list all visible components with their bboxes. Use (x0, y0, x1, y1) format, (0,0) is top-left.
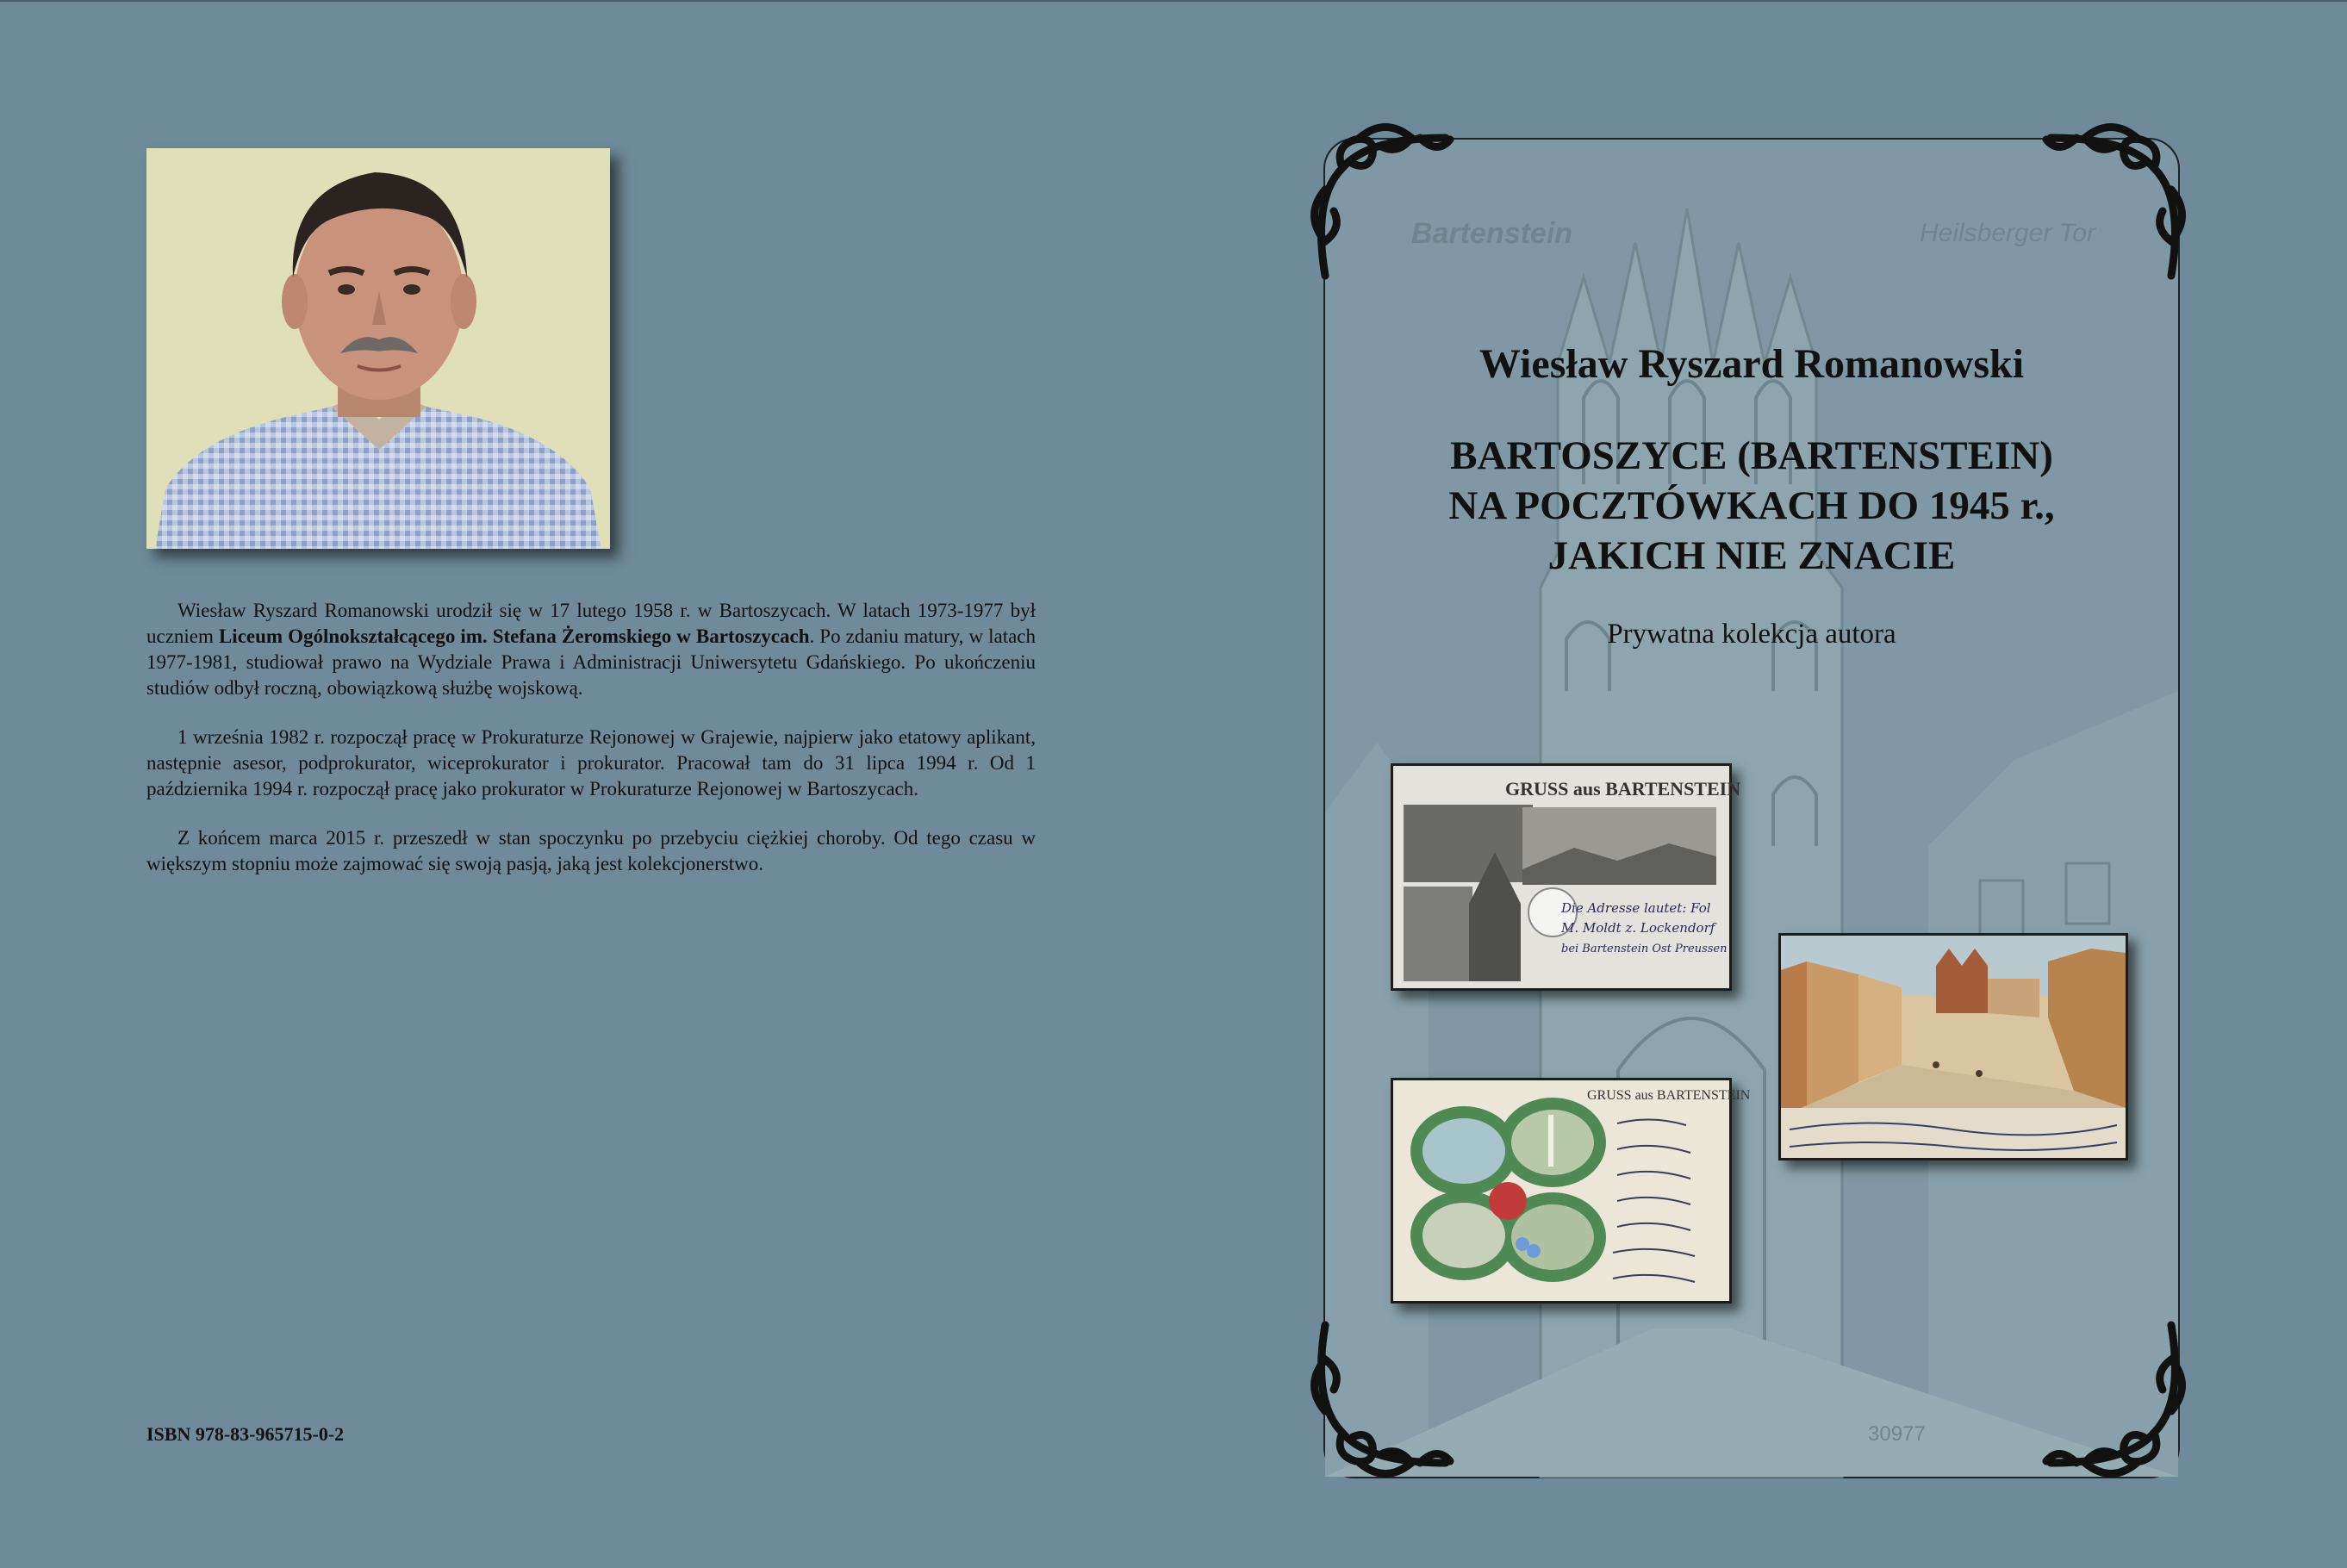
book-subtitle: Prywatna kolekcja autora (1607, 619, 1896, 650)
author-name: Wiesław Ryszard Romanowski (1479, 341, 2025, 387)
postcard-3 (1391, 1078, 1751, 1304)
book-title-line-2: NA POCZTÓWKACH DO 1945 r., (1448, 483, 2055, 528)
bio-paragraph-2: 1 września 1982 r. rozpoczął pracę w Prokuraturze Rejonowej w Grajewie, najpierw jako etatowy aplikant, następnie asesor, podprokurator, wiceprokurator i prokurator. Pracował tam do 31 lipca 1994 r. Od 1 października 1994 r. rozpoczął pracę jako prokurator w Prokuraturze Rejonowej w Bartoszycach. (146, 726, 1036, 800)
postcard-2 (1778, 933, 2128, 1160)
book-title (1323, 431, 2180, 581)
corner-ornament-top-right-icon (2042, 121, 2188, 267)
top-border (0, 0, 2347, 2)
bg-label-heilsberger-tor: Heilsberger Tor (1920, 219, 2095, 247)
corner-ornament-top-left-icon (1308, 121, 1454, 267)
bio-paragraph-3: Z końcem marca 2015 r. przeszedł w stan spoczynku po przebyciu ciężkiej choroby. Od tego czasu w większym stopniu może zajmować się swoją pasją, jaką jest kolekcjonerstwo. (146, 827, 1036, 874)
postcard-1-handwriting-1: Die Adresse lautet: Fol (1561, 900, 1711, 916)
corner-ornament-bottom-left-icon (1308, 1334, 1454, 1480)
isbn: ISBN 978-83-965715-0-2 (146, 1423, 345, 1445)
postcard-1 (1391, 763, 1741, 991)
school-name: Liceum Ogólnokształcącego im. Stefana Żeromskiego w Bartoszycach (218, 625, 810, 647)
postcard-3-heading: GRUSS aus BARTENSTEIN (1587, 1088, 1751, 1103)
book-title-line-3: JAKICH NIE ZNACIE (1547, 533, 1956, 578)
postcard-1-heading: GRUSS aus BARTENSTEIN (1505, 778, 1741, 800)
postcard-1-handwriting-3: bei Bartenstein Ost Preussen (1561, 943, 1728, 955)
author-biography (146, 598, 1036, 900)
bg-label-bartenstein: Bartenstein (1411, 217, 1573, 250)
bio-paragraph-1: Wiesław Ryszard Romanowski urodził się w 17 lutego 1958 r. w Bartoszycach. W latach 1973-1977 był uczniem Liceum Ogólnokształcącego im. Stefana Żeromskiego w Bartoszycach. Po zdaniu matury, w latach 1977-1981, studiował prawo na Wydziale Prawa i Administracji Uniwersytetu Gdańskiego. Po ukończeniu studiów odbył roczną, obowiązkową służbę wojskową. (146, 600, 1037, 699)
author-photo (146, 148, 610, 549)
postcard-1-handwriting-2: M. Moldt z. Lockendorf (1561, 920, 1715, 936)
book-title-line-1: BARTOSZYCE (BARTENSTEIN) (1450, 433, 2053, 478)
corner-ornament-bottom-right-icon (2042, 1334, 2188, 1480)
front-cover-titles (1323, 340, 2180, 650)
bg-label-number: 30977 (1868, 1422, 1926, 1446)
